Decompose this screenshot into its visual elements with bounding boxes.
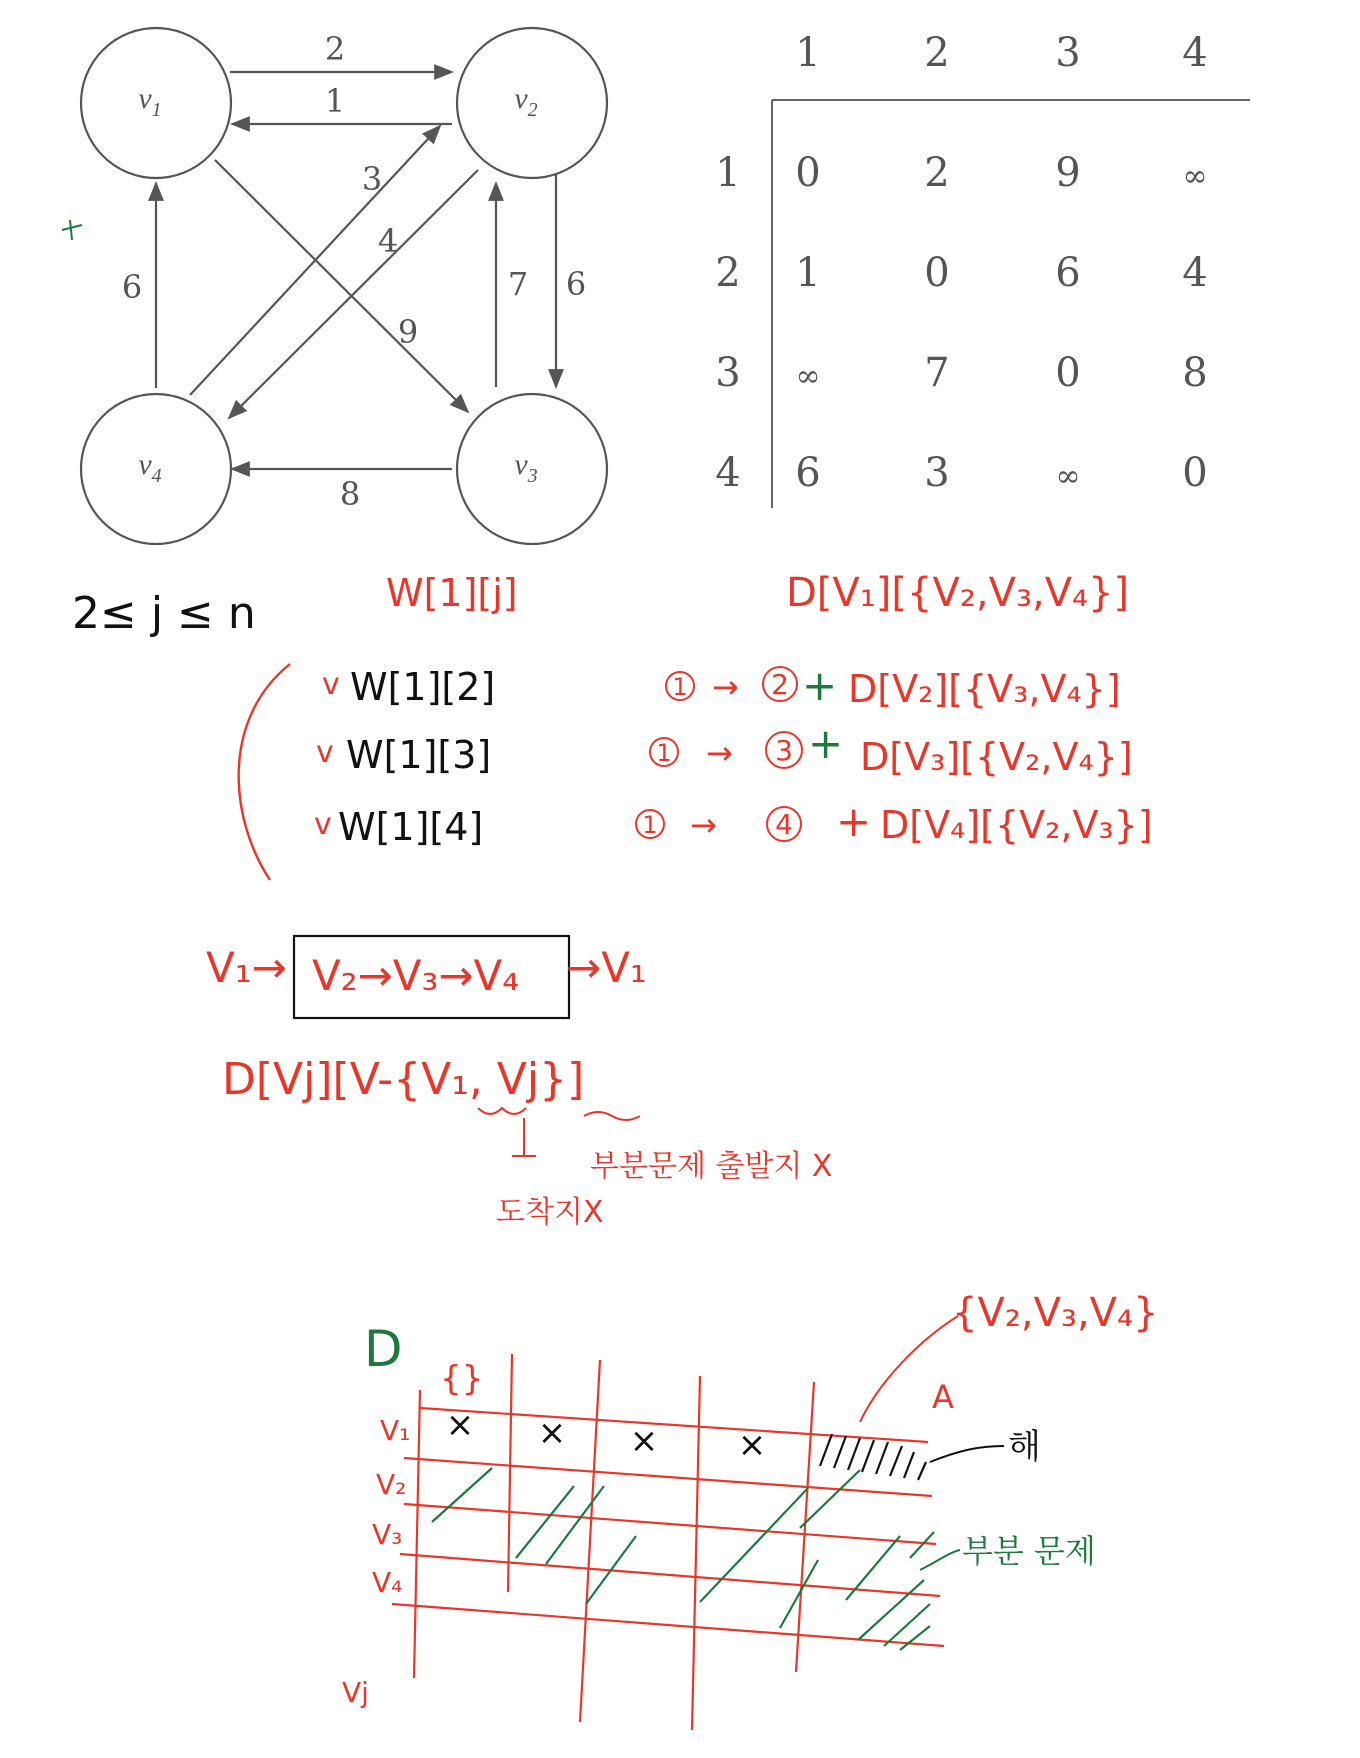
cell-1-4: ∞: [1182, 159, 1208, 194]
note-bracket: [239, 664, 290, 880]
graph: [62, 28, 607, 544]
cell-2-3: 6: [1055, 250, 1081, 296]
cell-4-4: 0: [1182, 450, 1208, 496]
note-row-3-arrow: →: [690, 806, 717, 844]
recurrence-brace-2: [584, 1112, 640, 1120]
weight-v3-v4: 8: [339, 475, 361, 513]
weight-v4-v1: 6: [121, 268, 143, 306]
note-row-3-from: 1: [642, 811, 658, 839]
row-header-1: 1: [715, 150, 741, 196]
weight-v1-v2: 2: [324, 30, 346, 68]
note-row-1-w: W[1][2]: [350, 665, 496, 709]
dp-table: [342, 1290, 1159, 1730]
note-row-2-plus: +: [808, 719, 844, 768]
note-row-1-arrow: →: [712, 668, 739, 706]
table-col-a: A: [932, 1378, 954, 1416]
table-set-label: {V₂,V₃,V₄}: [952, 1290, 1159, 1336]
table-title: D: [364, 1320, 403, 1378]
weight-v2-v4: 4: [377, 222, 399, 260]
note-row-1-d: D[V₂][{V₃,V₄}]: [848, 667, 1121, 711]
recurrence: [222, 1054, 832, 1230]
cell-4-1: 6: [795, 450, 821, 496]
recurrence-brace-1: [478, 1108, 526, 1114]
cell-4-3: ∞: [1055, 459, 1081, 494]
subproblem-label: 부분 문제: [962, 1532, 1096, 1570]
edge-v1-v3: [215, 160, 468, 412]
row-label-v1: V₁: [380, 1414, 411, 1447]
subproblem-hatch: [432, 1468, 934, 1650]
col-header-2: 2: [924, 30, 950, 76]
cell-3-4: 8: [1182, 350, 1208, 396]
x-mark-4: ×: [737, 1425, 767, 1465]
note-row-2-from: 1: [656, 739, 672, 767]
note-row-3-to: 4: [775, 808, 793, 841]
cell-1-2: 2: [924, 150, 950, 196]
solution-label: 해: [1008, 1427, 1041, 1467]
col-header-3: 3: [1055, 30, 1081, 76]
edge-v2-v4: [229, 170, 478, 418]
cell-1-1: 0: [795, 150, 821, 196]
weight-v2-v1: 1: [324, 82, 346, 120]
svg-text:v4: $v_4$: [138, 448, 162, 487]
note-row-3-plus: +: [836, 797, 872, 846]
note-row-2-check: v: [316, 735, 334, 770]
node-v4: [81, 394, 231, 544]
solution-pointer: [930, 1446, 1004, 1462]
tour-end: →V₁: [566, 943, 647, 992]
cell-2-4: 4: [1182, 250, 1208, 296]
x-mark-3: ×: [629, 1421, 659, 1461]
note-row-1-to: 2: [771, 668, 789, 701]
note-row-1-from: 1: [672, 673, 688, 701]
recurrence-formula: D[Vj][V-{V₁, Vj}]: [222, 1054, 585, 1105]
weight-v2-v3: 6: [565, 265, 587, 303]
tour-boxed: V₂→V₃→V₄: [312, 951, 520, 1000]
note-row-1-plus: +: [802, 661, 838, 710]
cell-3-1: ∞: [795, 359, 821, 394]
tour-start: V₁→: [206, 943, 287, 992]
annot-subproblem: 부분문제 출발지 X: [590, 1149, 833, 1184]
note-range: 2≤ j ≤ n: [72, 588, 256, 639]
row-label-v3: V₃: [372, 1518, 403, 1551]
svg-text:v1: $v_1$: [138, 82, 162, 121]
annot-destination: 도착지X: [496, 1195, 604, 1230]
node-v3: [457, 394, 607, 544]
cell-2-1: 1: [795, 250, 821, 296]
row-header-3: 3: [715, 350, 741, 396]
col-header-1: 1: [795, 30, 821, 76]
tour: [206, 936, 647, 1018]
note-w1j: W[1][j]: [386, 571, 518, 615]
note-row-2-w: W[1][3]: [346, 733, 492, 777]
note-row-1: [322, 661, 1121, 711]
adjacency-matrix: [715, 30, 1250, 508]
note-row-3-d: D[V₄][{V₂,V₃}]: [880, 803, 1153, 847]
note-row-2-d: D[V₃][{V₂,V₄}]: [860, 735, 1133, 779]
note-row-3-w: W[1][4]: [338, 805, 484, 849]
cell-1-3: 9: [1055, 150, 1081, 196]
cell-3-3: 0: [1055, 350, 1081, 396]
table-empty-set: {}: [440, 1359, 484, 1399]
subproblem-pointer: [920, 1550, 960, 1570]
weight-v4-v2: 3: [361, 160, 383, 198]
note-rows: [314, 661, 1153, 849]
note-row-2: [316, 719, 1133, 779]
row-header-2: 2: [715, 250, 741, 296]
cell-4-2: 3: [924, 450, 950, 496]
stray-pen-mark: [62, 220, 82, 240]
svg-text:v2: $v_2$: [514, 82, 538, 121]
row-label-v2: V₂: [376, 1468, 407, 1501]
row-label-v4: V₄: [372, 1566, 403, 1599]
weight-v1-v3: 9: [397, 313, 419, 351]
note-d-goal: D[V₁][{V₂,V₃,V₄}]: [786, 570, 1130, 616]
node-v1: [81, 28, 231, 178]
weight-v3-v2: 7: [507, 265, 529, 303]
cell-3-2: 7: [924, 350, 950, 396]
table-row-labels: [342, 1414, 410, 1709]
node-v2: [457, 28, 607, 178]
col-header-4: 4: [1182, 30, 1208, 76]
cell-2-2: 0: [924, 250, 950, 296]
row-header-4: 4: [715, 450, 741, 496]
note-row-2-to: 3: [775, 734, 793, 767]
note-row-3-check: v: [314, 807, 332, 842]
x-mark-2: ×: [537, 1413, 567, 1453]
notes-top: [72, 570, 1129, 639]
row-label-vj: Vj: [342, 1676, 369, 1709]
note-row-3: [314, 797, 1153, 849]
x-mark-1: ×: [445, 1405, 475, 1445]
note-row-2-arrow: →: [706, 734, 733, 772]
svg-text:v3: $v_3$: [514, 448, 538, 487]
note-row-1-check: v: [322, 667, 340, 702]
table-grid-rows: [392, 1408, 944, 1646]
